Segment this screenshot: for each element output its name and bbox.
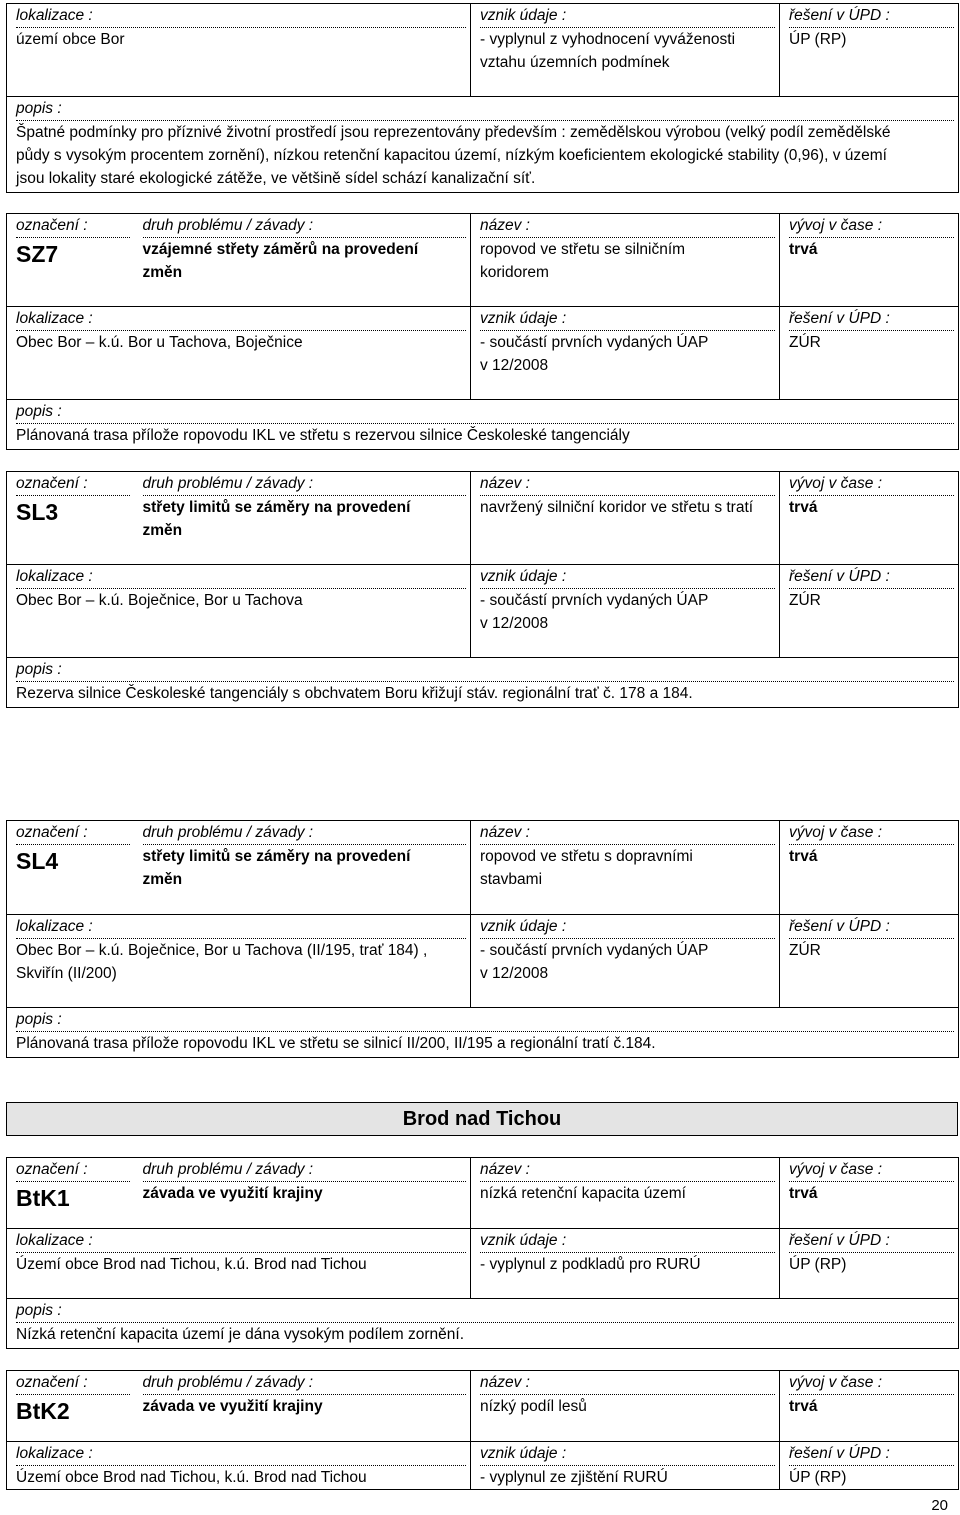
- reseni-value: ZÚR: [789, 334, 821, 351]
- vznik-value: - vyplynul z podkladů pro RURÚ: [480, 1256, 701, 1273]
- reseni-value: ÚP (RP): [789, 1256, 847, 1273]
- druh-value: změn: [142, 522, 183, 539]
- label-reseni: řešení v ÚPD :: [789, 1230, 954, 1253]
- lokalizace-value: území obce Bor: [16, 31, 125, 48]
- vyvoj-value: trvá: [789, 848, 818, 865]
- label-nazev: název :: [480, 215, 775, 238]
- nazev-value: nízký podíl lesů: [480, 1398, 587, 1415]
- label-druh: druh problému / závady :: [143, 473, 467, 496]
- entry-code: BtK1: [16, 1185, 70, 1211]
- label-reseni: řešení v ÚPD :: [789, 5, 954, 28]
- popis-value: Plánovaná trasa přílože ropovodu IKL ve střetu se silnicí II/200, II/195 a regionální tratí č.184.: [16, 1035, 656, 1052]
- label-popis: popis :: [16, 401, 954, 424]
- card-table: [6, 1370, 959, 1490]
- card-table: [6, 3, 959, 193]
- vznik-value: - vyplynul ze zjištění RURÚ: [480, 1469, 668, 1486]
- label-oznaceni: označení :: [16, 822, 130, 845]
- popis-value: Plánovaná trasa přílože ropovodu IKL ve střetu s rezervou silnice Českoleské tangenciály: [16, 427, 630, 444]
- label-vznik: vznik údaje :: [480, 5, 775, 28]
- label-popis: popis :: [16, 1300, 954, 1323]
- card-table: [6, 820, 959, 1058]
- entry-code: BtK2: [16, 1398, 70, 1424]
- label-lokalizace: lokalizace :: [16, 1230, 466, 1253]
- reseni-value: ÚP (RP): [789, 31, 847, 48]
- druh-value: závada ve využití krajiny: [142, 1398, 323, 1415]
- nazev-value: koridorem: [480, 264, 549, 281]
- nazev-value: stavbami: [480, 871, 543, 888]
- vyvoj-value: trvá: [789, 1185, 818, 1202]
- vznik-value: - součástí prvních vydaných ÚAP: [480, 334, 709, 351]
- label-vznik: vznik údaje :: [480, 308, 775, 331]
- popis-value: půdy s vysokým procentem zornění), nízkou retenční kapacitou území, nízkým koeficientem ekologické stability (0,96), v území: [16, 147, 887, 164]
- label-vyvoj: vývoj v čase :: [789, 215, 954, 238]
- label-oznaceni: označení :: [16, 473, 130, 496]
- entry-code: SZ7: [16, 241, 59, 267]
- druh-value: vzájemné střety záměrů na provedení: [142, 241, 419, 258]
- reseni-value: ÚP (RP): [789, 1469, 847, 1486]
- label-oznaceni: označení :: [16, 1372, 130, 1395]
- card-table: [6, 1157, 959, 1349]
- label-popis: popis :: [16, 659, 954, 682]
- vznik-value: v 12/2008: [480, 357, 549, 374]
- label-reseni: řešení v ÚPD :: [789, 308, 954, 331]
- label-nazev: název :: [480, 1159, 775, 1182]
- entry-code: SL4: [16, 848, 59, 874]
- druh-value: střety limitů se záměry na provedení: [142, 499, 411, 516]
- label-popis: popis :: [16, 98, 954, 121]
- popis-value: jsou lokality staré ekologické zátěže, ve většině sídel schází kanalizační síť.: [16, 170, 536, 187]
- reseni-value: ZÚR: [789, 592, 821, 609]
- label-vznik: vznik údaje :: [480, 566, 775, 589]
- druh-value: změn: [142, 871, 183, 888]
- lokalizace-value: Skviřín (II/200): [16, 965, 117, 982]
- label-lokalizace: lokalizace :: [16, 1443, 466, 1466]
- lokalizace-value: Obec Bor – k.ú. Bor u Tachova, Boječnice: [16, 334, 303, 351]
- label-lokalizace: lokalizace :: [16, 916, 466, 939]
- section-title: Brod nad Tichou: [6, 1102, 958, 1136]
- label-druh: druh problému / závady :: [143, 1372, 467, 1395]
- label-reseni: řešení v ÚPD :: [789, 1443, 954, 1466]
- label-lokalizace: lokalizace :: [16, 308, 466, 331]
- vyvoj-value: trvá: [789, 1398, 818, 1415]
- label-druh: druh problému / závady :: [143, 1159, 467, 1182]
- page-number: 20: [931, 1497, 948, 1514]
- entry-territory-bor: [6, 3, 958, 193]
- vznik-value: - součástí prvních vydaných ÚAP: [480, 592, 709, 609]
- entry-code: SL3: [16, 499, 59, 525]
- entry-btk2: [6, 1370, 958, 1490]
- vyvoj-value: trvá: [789, 241, 818, 258]
- label-druh: druh problému / závady :: [143, 822, 467, 845]
- lokalizace-value: Obec Bor – k.ú. Boječnice, Bor u Tachova (II/195, trať 184) ,: [16, 942, 428, 959]
- label-oznaceni: označení :: [16, 1159, 130, 1182]
- label-vznik: vznik údaje :: [480, 1230, 775, 1253]
- entry-btk1: [6, 1157, 958, 1349]
- label-lokalizace: lokalizace :: [16, 5, 466, 28]
- label-vznik: vznik údaje :: [480, 916, 775, 939]
- label-oznaceni: označení :: [16, 215, 130, 238]
- card-table: [6, 471, 959, 708]
- entry-sl3: [6, 471, 958, 708]
- label-vyvoj: vývoj v čase :: [789, 822, 954, 845]
- vznik-value: v 12/2008: [480, 965, 549, 982]
- popis-value: Nízká retenční kapacita území je dána vysokým podílem zornění.: [16, 1326, 464, 1343]
- nazev-value: ropovod ve střetu se silničním: [480, 241, 686, 258]
- popis-value: Špatné podmínky pro příznivé životní prostředí jsou reprezentovány především : zemědělskou výrobou (velký podíl zemědělské: [16, 124, 891, 141]
- label-vyvoj: vývoj v čase :: [789, 1372, 954, 1395]
- label-druh: druh problému / závady :: [143, 215, 467, 238]
- lokalizace-value: Území obce Brod nad Tichou, k.ú. Brod nad Tichou: [16, 1469, 367, 1486]
- label-nazev: název :: [480, 473, 775, 496]
- label-popis: popis :: [16, 1009, 954, 1032]
- entry-sz7: [6, 213, 958, 450]
- label-reseni: řešení v ÚPD :: [789, 566, 954, 589]
- label-lokalizace: lokalizace :: [16, 566, 466, 589]
- reseni-value: ZÚR: [789, 942, 821, 959]
- entry-sl4: [6, 820, 958, 1058]
- druh-value: závada ve využití krajiny: [142, 1185, 323, 1202]
- label-nazev: název :: [480, 1372, 775, 1395]
- druh-value: střety limitů se záměry na provedení: [142, 848, 411, 865]
- vznik-value: - vyplynul z vyhodnocení vyváženosti: [480, 31, 736, 48]
- label-nazev: název :: [480, 822, 775, 845]
- vznik-value: - součástí prvních vydaných ÚAP: [480, 942, 709, 959]
- popis-value: Rezerva silnice Českoleské tangenciály s obchvatem Boru křižují stáv. regionální trať č. 178 a 184.: [16, 685, 693, 702]
- lokalizace-value: Obec Bor – k.ú. Boječnice, Bor u Tachova: [16, 592, 303, 609]
- lokalizace-value: Území obce Brod nad Tichou, k.ú. Brod nad Tichou: [16, 1256, 367, 1273]
- card-table: [6, 213, 959, 450]
- label-vyvoj: vývoj v čase :: [789, 473, 954, 496]
- nazev-value: navržený silniční koridor ve střetu s tratí: [480, 499, 754, 516]
- label-reseni: řešení v ÚPD :: [789, 916, 954, 939]
- vyvoj-value: trvá: [789, 499, 818, 516]
- druh-value: změn: [142, 264, 183, 281]
- nazev-value: nízká retenční kapacita území: [480, 1185, 686, 1202]
- vznik-value: vztahu územních podmínek: [480, 54, 670, 71]
- vznik-value: v 12/2008: [480, 615, 549, 632]
- label-vznik: vznik údaje :: [480, 1443, 775, 1466]
- nazev-value: ropovod ve střetu s dopravními: [480, 848, 693, 865]
- label-vyvoj: vývoj v čase :: [789, 1159, 954, 1182]
